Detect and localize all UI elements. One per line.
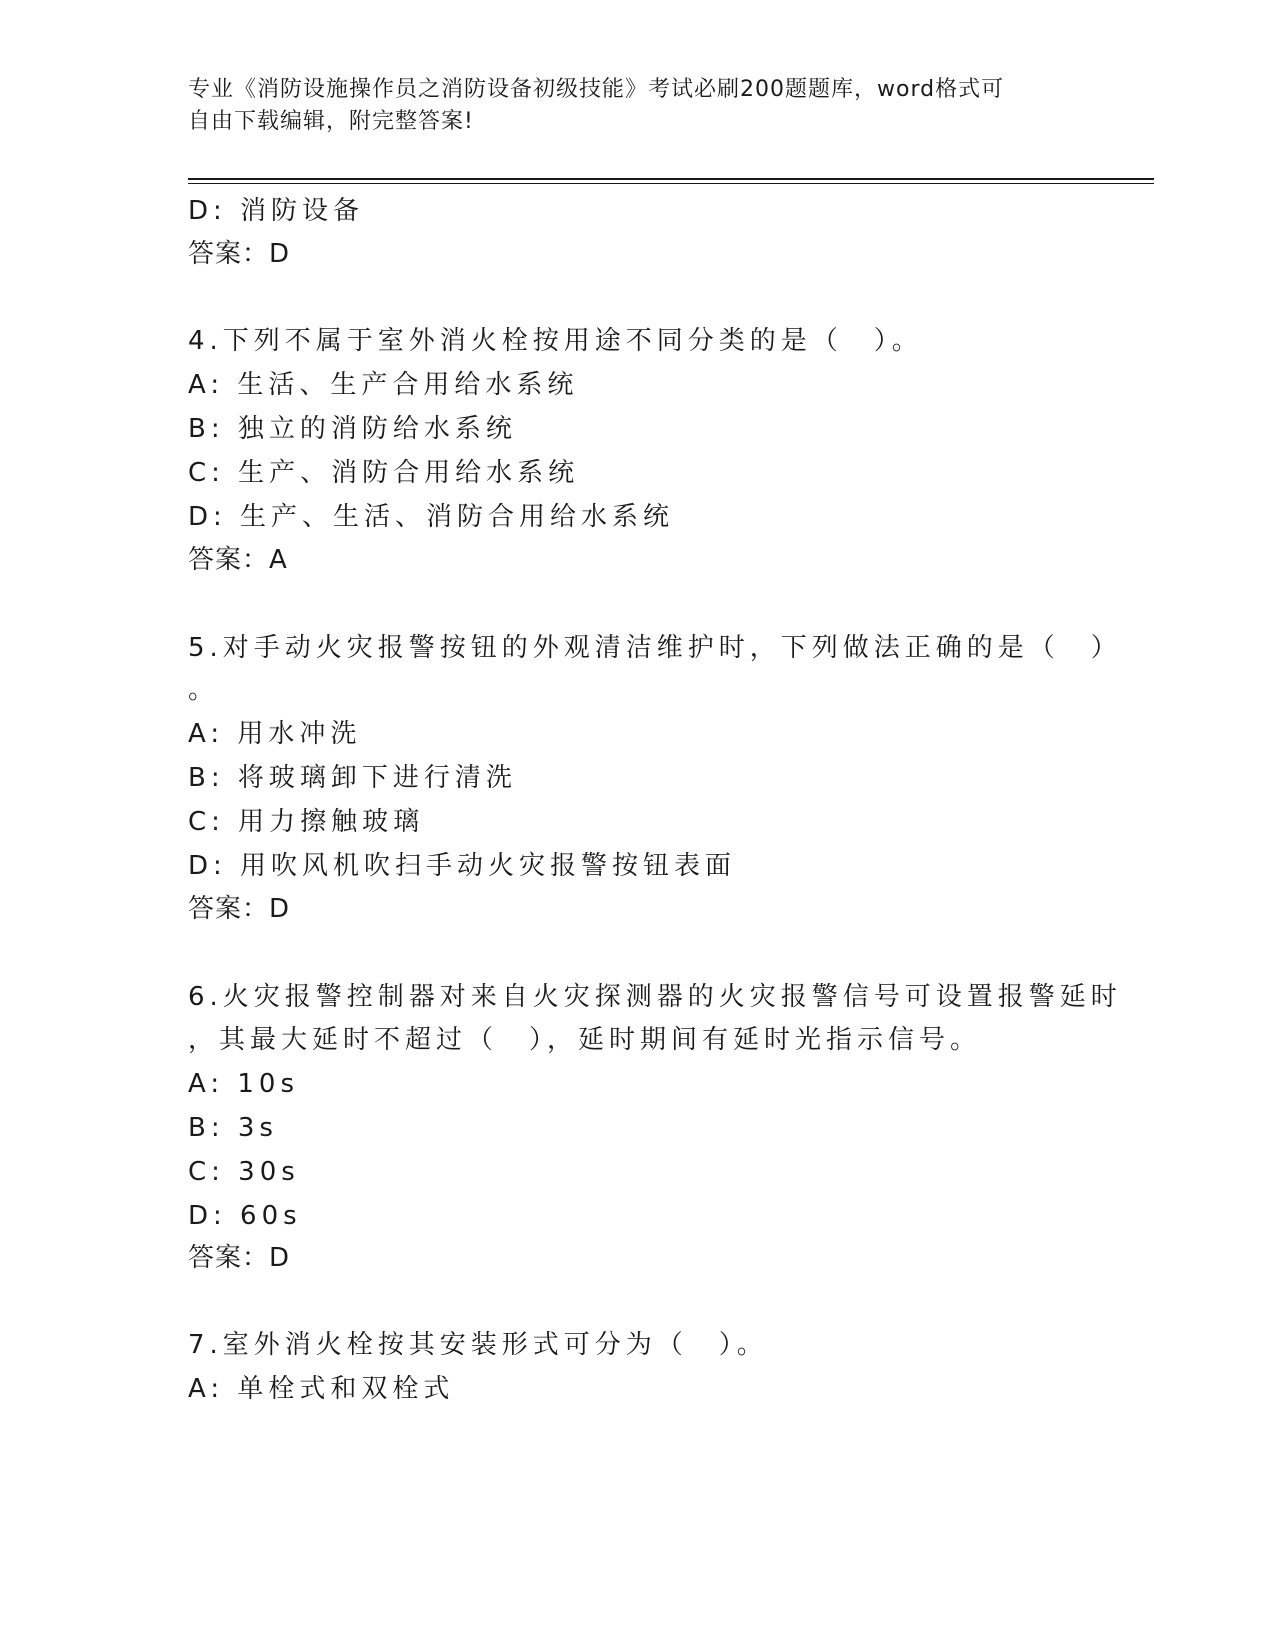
q6-answer: 答案：D	[188, 1243, 291, 1273]
header-title-line2: 自由下载编辑，附完整答案!	[188, 109, 474, 134]
q5-option-b: B: 将玻璃卸下进行清洗	[188, 763, 517, 793]
q6-option-a: A: 10s	[188, 1069, 299, 1099]
q4-answer: 答案：A	[188, 545, 288, 575]
q7-question: 7.室外消火栓按其安装形式可分为（ ）。	[188, 1330, 768, 1360]
q6-question-line1: 6.火灾报警控制器对来自火灾探测器的火灾报警信号可设置报警延时	[188, 982, 1122, 1012]
q5-option-d: D: 用吹风机吹扫手动火灾报警按钮表面	[188, 851, 737, 881]
document-header	[188, 74, 1068, 138]
q4-option-a: A: 生活、生产合用给水系统	[188, 370, 579, 400]
prev-answer: 答案：D	[188, 239, 291, 269]
q6-option-d: D: 60s	[188, 1201, 302, 1231]
q5-option-c: C: 用力擦触玻璃	[188, 807, 425, 837]
q7-option-a: A: 单栓式和双栓式	[188, 1374, 455, 1404]
q5-question-line1: 5.对手动火灾报警按钮的外观清洁维护时，下列做法正确的是（ ）	[188, 633, 1122, 663]
q4-option-c: C: 生产、消防合用给水系统	[188, 458, 580, 488]
q4-option-d: D: 生产、生活、消防合用给水系统	[188, 502, 675, 532]
header-divider-thin	[188, 183, 1154, 184]
q4-option-b: B: 独立的消防给水系统	[188, 414, 517, 444]
q5-answer: 答案：D	[188, 894, 291, 924]
q6-option-b: B: 3s	[188, 1113, 278, 1143]
q6-option-c: C: 30s	[188, 1157, 300, 1187]
q6-question-line2: ，其最大延时不超过（ ），延时期间有延时光指示信号。	[188, 1025, 982, 1055]
prev-option-d: D: 消防设备	[188, 196, 365, 226]
header-title-line1: 专业《消防设施操作员之消防设备初级技能》考试必刷200题题库，word格式可	[188, 77, 1005, 102]
header-divider-thick	[188, 178, 1154, 180]
q5-option-a: A: 用水冲洗	[188, 719, 362, 749]
q4-question: 4.下列不属于室外消火栓按用途不同分类的是（ ）。	[188, 326, 923, 356]
q5-question-line2: 。	[188, 675, 220, 705]
